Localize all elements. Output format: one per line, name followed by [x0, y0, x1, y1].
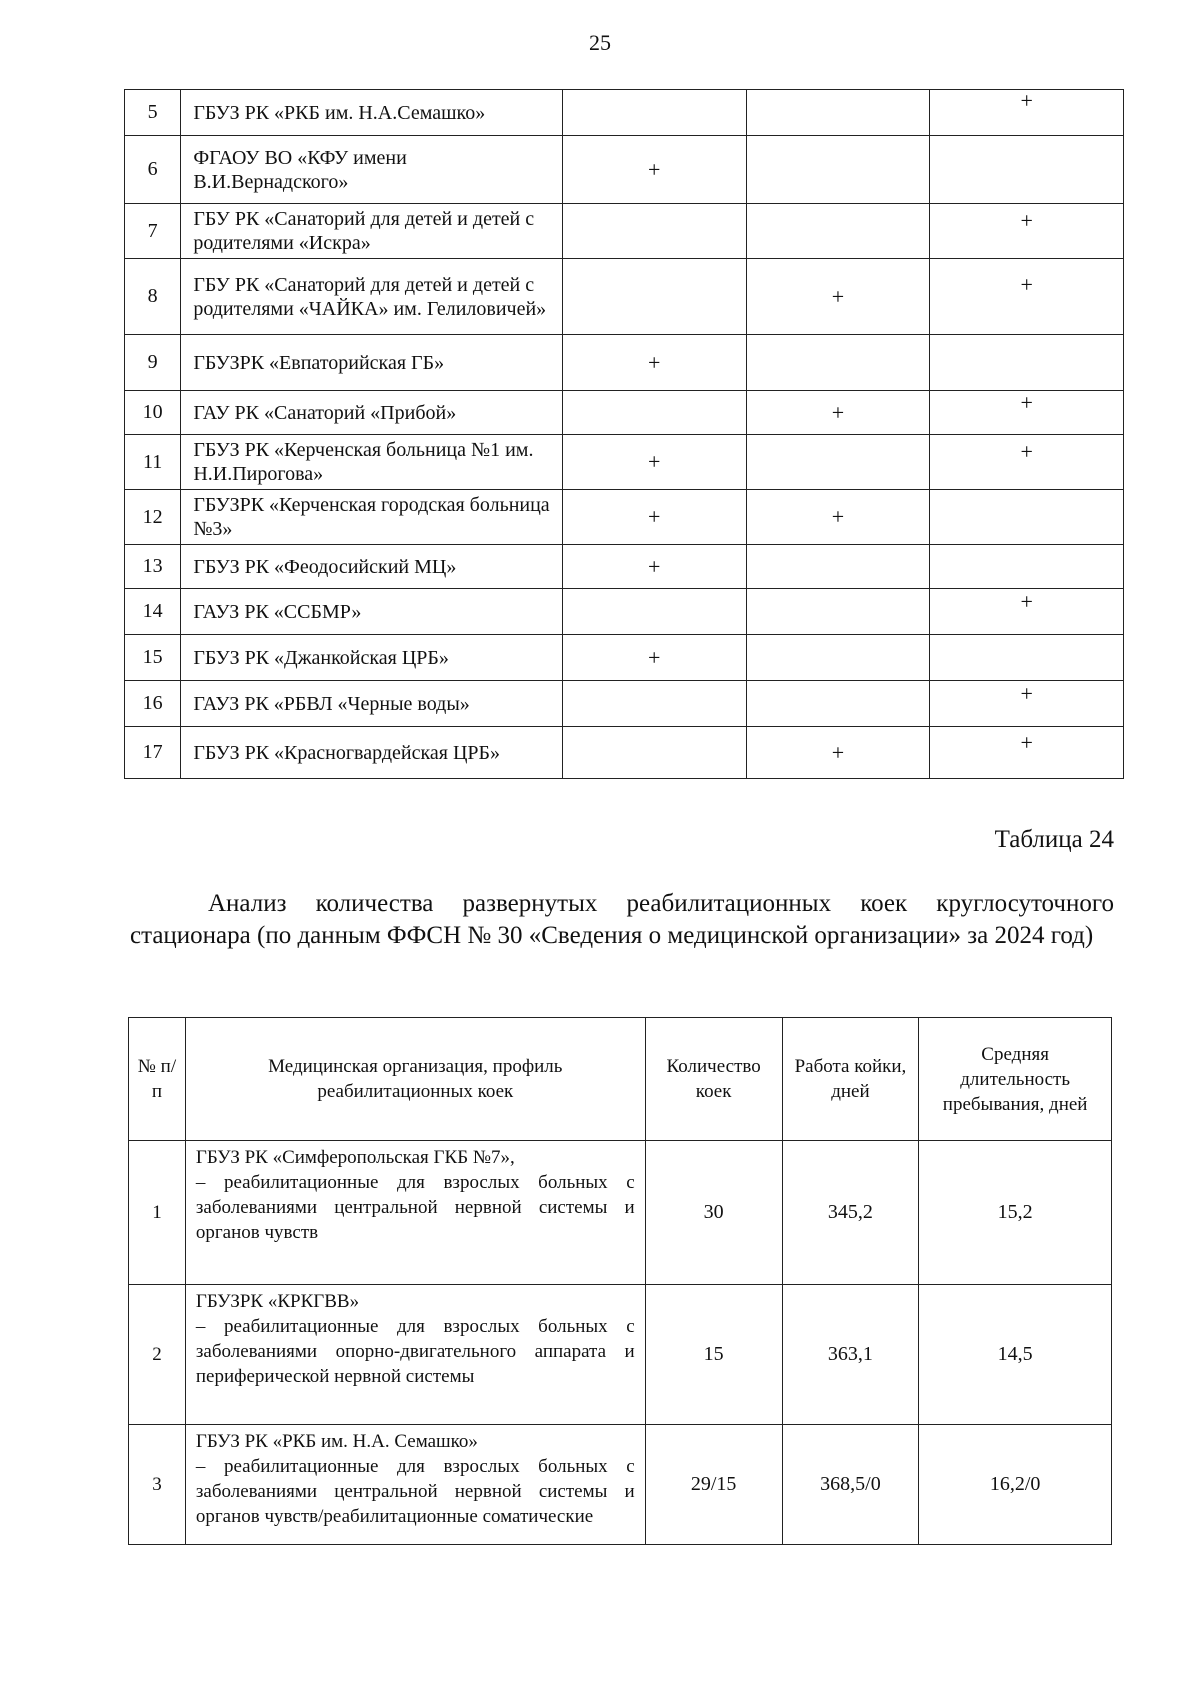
facilities-table [124, 89, 1124, 779]
mark-value: + [1020, 729, 1033, 755]
table-header-row [129, 1018, 1112, 1141]
beds-count: 30 [645, 1141, 782, 1285]
mark-cell-1 [562, 681, 746, 727]
row-number: 17 [125, 727, 181, 779]
mark-cell-2 [746, 589, 930, 635]
table-row [125, 391, 1124, 435]
mark-cell-3 [930, 204, 1124, 259]
table-row [125, 204, 1124, 259]
table-row [125, 90, 1124, 136]
beds-count: 15 [645, 1285, 782, 1425]
organization-name: ГБУЗРК «КРКГВВ» [195, 1291, 360, 1312]
organization-name: ГАУ РК «Санаторий «Прибой» [181, 391, 563, 435]
row-number: 10 [125, 391, 181, 435]
mark-value: + [831, 399, 845, 425]
page-number: 25 [589, 30, 611, 55]
mark-cell-3 [930, 545, 1124, 589]
mark-cell-3 [930, 335, 1124, 391]
organization-profile [185, 1141, 645, 1285]
mark-cell-1 [562, 90, 746, 136]
organization-name: ГАУЗ РК «РБВЛ «Черные воды» [181, 681, 563, 727]
row-number: 5 [125, 90, 181, 136]
avg-stay-days: 15,2 [919, 1141, 1112, 1285]
row-number: 14 [125, 589, 181, 635]
table-row [129, 1141, 1112, 1285]
mark-cell-1 [562, 204, 746, 259]
row-number: 6 [125, 136, 181, 204]
mark-cell-2 [746, 136, 930, 204]
mark-cell-2 [746, 727, 930, 779]
mark-cell-2 [746, 391, 930, 435]
mark-cell-2 [746, 259, 930, 335]
mark-value: + [1020, 87, 1033, 113]
mark-cell-1 [562, 136, 746, 204]
mark-cell-3 [930, 589, 1124, 635]
mark-value: + [648, 349, 661, 375]
mark-value: + [648, 553, 661, 579]
organization-profile [185, 1425, 645, 1545]
bed-work-days: 345,2 [782, 1141, 919, 1285]
row-number: 7 [125, 204, 181, 259]
mark-cell-3 [930, 635, 1124, 681]
bed-work-days: 368,5/0 [782, 1425, 919, 1545]
mark-cell-1 [562, 635, 746, 681]
table-row [125, 545, 1124, 589]
mark-cell-1 [562, 589, 746, 635]
organization-name: ГАУЗ РК «ССБМР» [181, 589, 563, 635]
organization-name: ГБУЗ РК «Керченская больница №1 им. Н.И.Пирогова» [181, 435, 563, 490]
mark-cell-3 [930, 391, 1124, 435]
organization-name: ГБУ РК «Санаторий для детей и детей с родителями «ЧАЙКА» им. Гелиловичей» [181, 259, 563, 335]
table-row [125, 136, 1124, 204]
mark-cell-2 [746, 635, 930, 681]
organization-name: ГБУЗ РК «РКБ им. Н.А.Семашко» [181, 90, 563, 136]
organization-name: ГБУЗ РК «Красногвардейская ЦРБ» [181, 727, 563, 779]
mark-cell-3 [930, 136, 1124, 204]
mark-cell-3 [930, 87, 1124, 136]
mark-value: + [648, 449, 661, 474]
table-row [125, 435, 1124, 490]
organization-name: ГБУЗ РК «РКБ им. Н.А. Семашко» [195, 1431, 478, 1452]
mark-value: + [1020, 680, 1033, 706]
mark-cell-1 [562, 391, 746, 435]
mark-value: + [1020, 271, 1033, 297]
mark-value: + [648, 644, 661, 670]
table-row [125, 727, 1124, 779]
header-org: Медицинская организация, профиль реабилитационных коек [185, 1018, 645, 1141]
table-row [129, 1285, 1112, 1425]
table-row [125, 490, 1124, 545]
mark-cell-3 [930, 259, 1124, 335]
mark-value: + [1020, 588, 1033, 614]
mark-value: + [831, 504, 845, 529]
table-row [125, 335, 1124, 391]
avg-stay-days: 14,5 [919, 1285, 1112, 1425]
mark-value: + [648, 504, 661, 529]
row-number: 3 [129, 1425, 186, 1545]
organization-profile [185, 1285, 645, 1425]
mark-cell-3 [930, 727, 1124, 779]
mark-value: + [648, 156, 661, 182]
mark-cell-1 [562, 435, 746, 490]
row-number: 8 [125, 259, 181, 335]
table-row [125, 635, 1124, 681]
mark-cell-2 [746, 204, 930, 259]
mark-cell-3 [930, 681, 1124, 727]
mark-cell-2 [746, 681, 930, 727]
mark-cell-1 [562, 545, 746, 589]
table-caption: Таблица 24 [994, 826, 1114, 853]
row-number: 2 [129, 1285, 186, 1425]
header-avg-stay: Средняя длительность пребывания, дней [919, 1018, 1112, 1141]
row-number: 16 [125, 681, 181, 727]
mark-value: + [1020, 208, 1033, 233]
mark-cell-3 [930, 490, 1124, 545]
mark-cell-2 [746, 90, 930, 136]
mark-value: + [1020, 439, 1033, 464]
row-number: 1 [129, 1141, 186, 1285]
header-beds: Количество коек [645, 1018, 782, 1141]
organization-name: ГБУЗ РК «Симферопольская ГКБ №7», [195, 1147, 515, 1168]
table-row [125, 681, 1124, 727]
bed-work-days: 363,1 [782, 1285, 919, 1425]
mark-cell-1 [562, 259, 746, 335]
organization-name: ФГАОУ ВО «КФУ имени В.И.Вернадского» [181, 136, 563, 204]
table-row [125, 259, 1124, 335]
row-number: 12 [125, 490, 181, 545]
organization-name: ГБУЗ РК «Феодосийский МЦ» [181, 545, 563, 589]
table-row [129, 1425, 1112, 1545]
avg-stay-days: 16,2/0 [919, 1425, 1112, 1545]
row-number: 11 [125, 435, 181, 490]
organization-name: ГБУЗРК «Евпаторийская ГБ» [181, 335, 563, 391]
bed-profile: – реабилитационные для взрослых больных с заболеваниями опорно-двигательного аппарата и периферической нервной системы [195, 1316, 635, 1387]
mark-cell-2 [746, 435, 930, 490]
row-number: 13 [125, 545, 181, 589]
table-row [125, 589, 1124, 635]
mark-cell-1 [562, 335, 746, 391]
organization-name: ГБУЗ РК «Джанкойская ЦРБ» [181, 635, 563, 681]
mark-value: + [1020, 389, 1033, 415]
mark-cell-2 [746, 335, 930, 391]
mark-cell-3 [930, 435, 1124, 490]
organization-name: ГБУ РК «Санаторий для детей и детей с родителями «Искра» [181, 204, 563, 259]
mark-value: + [831, 739, 845, 765]
bed-profile: – реабилитационные для взрослых больных с заболеваниями центральной нервной системы и органов чувств/реабилитационные соматические [195, 1456, 635, 1527]
beds-analysis-table [128, 1017, 1112, 1545]
row-number: 9 [125, 335, 181, 391]
mark-value: + [831, 283, 845, 309]
row-number: 15 [125, 635, 181, 681]
header-bed-work: Работа койки, дней [782, 1018, 919, 1141]
bed-profile: – реабилитационные для взрослых больных с заболеваниями центральной нервной системы и органов чувств [195, 1172, 635, 1243]
table-title: Анализ количества развернутых реабилитационных коек круглосуточного стационара (по данным ФФСН № 30 «Сведения о медицинской организации» за 2024 год) [130, 890, 1114, 949]
mark-cell-1 [562, 490, 746, 545]
beds-count: 29/15 [645, 1425, 782, 1545]
mark-cell-2 [746, 490, 930, 545]
header-num: № п/п [129, 1018, 186, 1141]
mark-cell-2 [746, 545, 930, 589]
organization-name: ГБУЗРК «Керченская городская больница №3» [181, 490, 563, 545]
mark-cell-1 [562, 727, 746, 779]
